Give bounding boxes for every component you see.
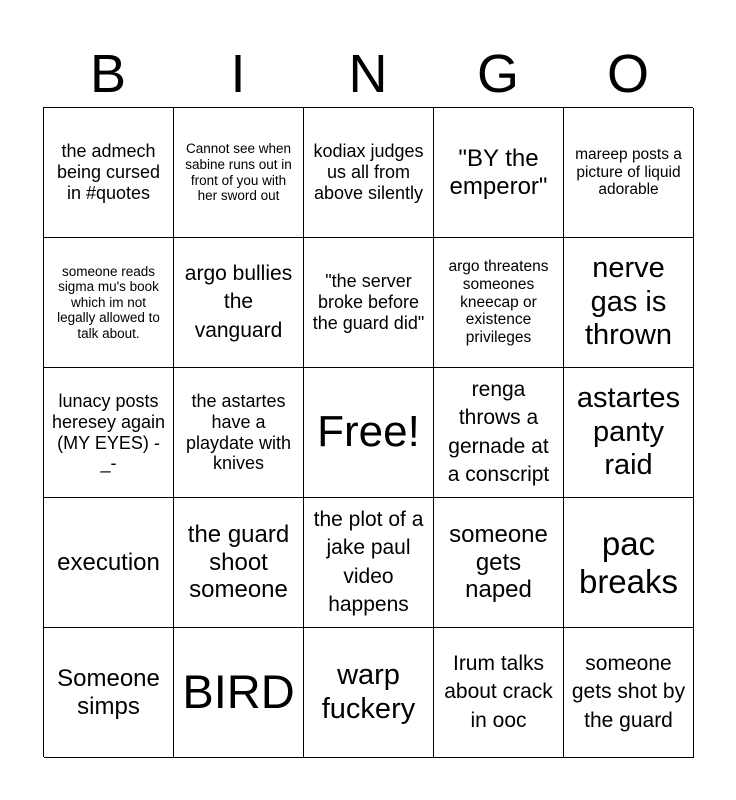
cell-text: mareep posts a picture of liquid adorable [575, 145, 682, 199]
header-letter-i: I [230, 44, 246, 104]
bingo-cell-r4c2[interactable] [174, 498, 304, 628]
bingo-cell-r1c2[interactable] [174, 108, 304, 238]
bingo-cell-r4c4[interactable] [434, 498, 564, 628]
bingo-header [43, 40, 693, 108]
cell-text: Someone simps [57, 664, 160, 720]
cell-text: renga throws a gernade at a conscript [447, 377, 550, 486]
bingo-cell-r2c3[interactable] [304, 238, 434, 368]
bingo-cell-r2c2[interactable] [174, 238, 304, 368]
cell-text: "the server broke before the guard did" [312, 271, 425, 333]
bingo-cell-r5c1[interactable] [44, 628, 174, 758]
bingo-cell-r2c4[interactable] [434, 238, 564, 368]
cell-text: Irum talks about crack in ooc [444, 651, 553, 732]
bingo-cell-r4c3[interactable] [304, 498, 434, 628]
bingo-cell-r2c1[interactable] [44, 238, 174, 368]
bingo-cell-r3c4[interactable] [434, 368, 564, 498]
bingo-cell-r1c4[interactable] [434, 108, 564, 238]
bingo-cell-r3c2[interactable] [174, 368, 304, 498]
header-letter-o: O [606, 44, 649, 104]
cell-text: kodiax judges us all from above silently [313, 141, 424, 203]
bingo-cell-r5c2[interactable] [174, 628, 304, 758]
bingo-board [43, 107, 693, 757]
cell-text: pac breaks [578, 524, 679, 600]
cell-text: the plot of a jake paul video happens [313, 507, 424, 616]
cell-text: someone reads sigma mu's book which im not legally allowed to talk about. [57, 263, 160, 341]
bingo-cell-r5c5[interactable] [564, 628, 694, 758]
header-letter-b: B [89, 44, 127, 104]
cell-text: BIRD [182, 665, 295, 719]
cell-text: someone gets naped [449, 521, 548, 604]
cell-text: argo bullies the vanguard [184, 261, 293, 342]
bingo-cell-free[interactable] [304, 368, 434, 498]
cell-text: nerve gas is thrown [584, 252, 673, 352]
header-letter-n: N [348, 44, 388, 104]
header-letter-g: G [476, 44, 519, 104]
cell-text: someone gets shot by the guard [571, 651, 686, 732]
bingo-cell-r4c5[interactable] [564, 498, 694, 628]
cell-text: argo threatens someones kneecap or existence privileges [448, 257, 549, 347]
bingo-cell-r1c5[interactable] [564, 108, 694, 238]
bingo-cell-r3c1[interactable] [44, 368, 174, 498]
bingo-cell-r3c5[interactable] [564, 368, 694, 498]
cell-text: execution [57, 548, 160, 576]
bingo-cell-r2c5[interactable] [564, 238, 694, 368]
cell-text: astartes panty raid [576, 382, 681, 482]
cell-text: the guard shoot someone [187, 521, 290, 604]
bingo-cell-r5c4[interactable] [434, 628, 564, 758]
cell-text: lunacy posts heresey again (MY EYES) -_- [51, 391, 166, 474]
cell-text: "BY the emperor" [449, 144, 548, 200]
cell-text: the admech being cursed in #quotes [56, 141, 161, 203]
bingo-cell-r4c1[interactable] [44, 498, 174, 628]
cell-text: the astartes have a playdate with knives [185, 391, 292, 474]
cell-text: warp fuckery [321, 659, 416, 725]
free-space-text: Free! [317, 407, 420, 457]
bingo-cell-r5c3[interactable] [304, 628, 434, 758]
bingo-cell-r1c1[interactable] [44, 108, 174, 238]
bingo-cell-r1c3[interactable] [304, 108, 434, 238]
cell-text: Cannot see when sabine runs out in front of you with her sword out [185, 141, 292, 204]
